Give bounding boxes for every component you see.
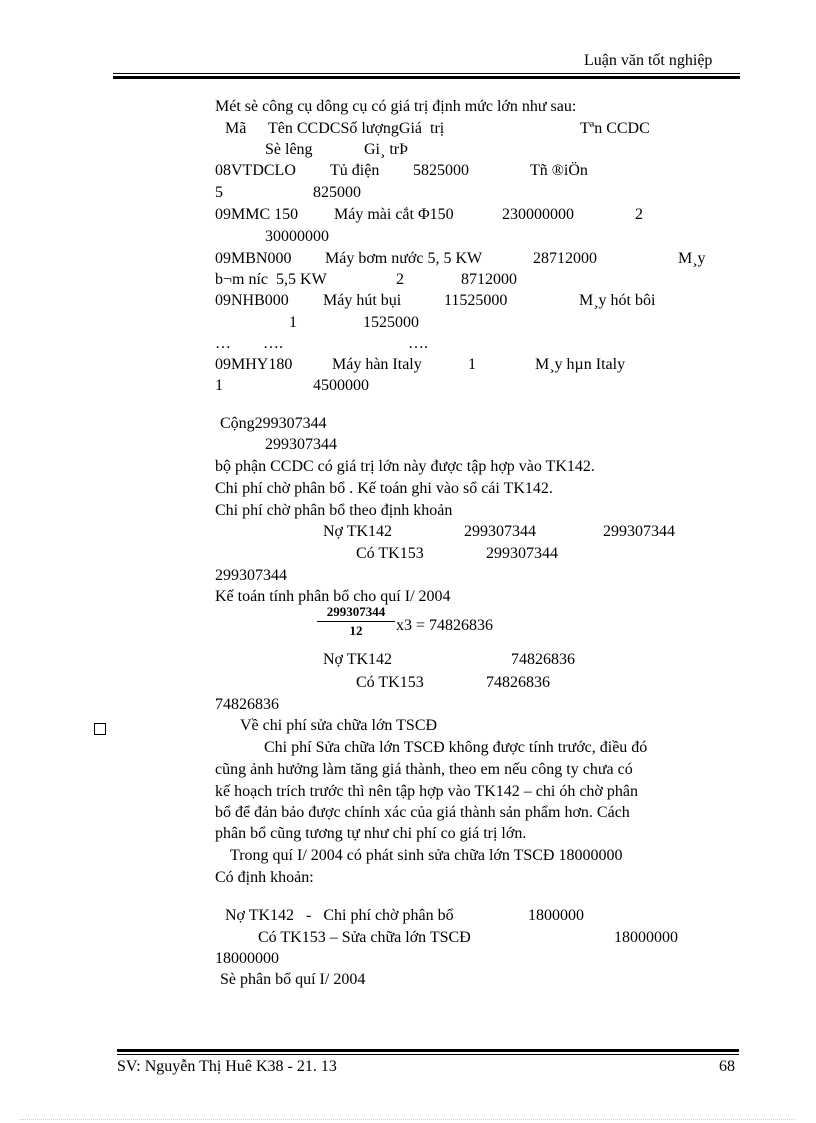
text-line: … bbox=[215, 335, 231, 352]
text-line: Có TK153 – Sửa chữa lớn TSCĐ bbox=[258, 929, 471, 946]
text-line: phân bổ cũng tương tự như chi phí co giá trị lớn. bbox=[215, 825, 527, 842]
text-line: Tên CCDCSố lượngGiá trị bbox=[268, 120, 445, 137]
text-line: 1 bbox=[215, 377, 223, 394]
text-line: 299307344 bbox=[215, 567, 287, 584]
text-line: 09MBN000 bbox=[215, 250, 292, 267]
text-line: Tủ điện bbox=[330, 162, 380, 179]
text-line: cũng ảnh hưởng làm tăng giá thành, theo em nếu công ty chưa có bbox=[215, 761, 633, 778]
text-line: Máy mài cắt Φ150 bbox=[334, 206, 454, 223]
fraction-denominator: 12 bbox=[349, 623, 363, 638]
text-line: …. bbox=[263, 335, 283, 352]
footer-rule-thin bbox=[117, 1054, 739, 1055]
text-line: Máy hút bụi bbox=[323, 292, 402, 309]
text-line: 11525000 bbox=[444, 292, 508, 309]
text-line: Nợ TK142 - Chi phí chờ phân bổ bbox=[225, 907, 454, 924]
text-line: 74826836 bbox=[511, 651, 575, 668]
text-line: Nợ TK142 bbox=[323, 523, 393, 540]
fraction bbox=[317, 604, 395, 639]
text-line: Mã bbox=[225, 120, 247, 137]
text-line: bộ phận CCDC có giá trị lớn này được tập hợp vào TK142. bbox=[215, 458, 595, 475]
text-line: bổ để đản bảo được chính xác của giá thành sản phẩm hơn. Cách bbox=[215, 804, 630, 821]
fraction-numerator: 299307344 bbox=[317, 604, 395, 622]
text-line: b¬m níc 5,5 KW bbox=[215, 271, 327, 288]
text-line: Có TK153 bbox=[356, 674, 424, 691]
text-line: 299307344 bbox=[265, 436, 337, 453]
text-line: Tñ ®iÖn bbox=[530, 162, 588, 179]
text-line: 09MMC 150 bbox=[215, 206, 299, 223]
text-line: Gi¸ trÞ bbox=[364, 141, 408, 158]
text-line: Cộng299307344 bbox=[220, 415, 327, 432]
text-line: M¸y hµn Italy bbox=[535, 356, 626, 373]
text-line: M¸y bbox=[678, 250, 706, 267]
text-line: 825000 bbox=[313, 184, 361, 201]
text-line: Về chi phí sửa chữa lớn TSCĐ bbox=[240, 717, 438, 734]
text-line: M¸y hót bôi bbox=[579, 292, 656, 309]
text-line: Máy bơm nước 5, 5 KW bbox=[325, 250, 483, 267]
text-line: 230000000 bbox=[502, 206, 574, 223]
text-line: 18000000 bbox=[215, 950, 279, 967]
text-line: Máy hàn Italy bbox=[332, 356, 422, 373]
text-line: Chi phí chờ phân bổ . Kế toán ghi vào sổ cái TK142. bbox=[215, 480, 553, 497]
text-line: Kế toán tính phân bổ cho quí I/ 2004 bbox=[215, 588, 451, 605]
text-line: Sè phân bổ quí I/ 2004 bbox=[220, 971, 366, 988]
text-line: 74826836 bbox=[215, 696, 279, 713]
text-line: 09NHB000 bbox=[215, 292, 289, 309]
text-line: kế hoạch trích trước thì nên tập hợp vào TK142 – chi óh chờ phân bbox=[215, 783, 638, 800]
text-line: 18000000 bbox=[614, 929, 678, 946]
text-line: Chi phí Sửa chữa lớn TSCĐ không được tính trước, điều đó bbox=[264, 739, 648, 756]
text-line: 1 bbox=[289, 314, 297, 331]
text-line: 2 bbox=[635, 206, 643, 223]
text-line: 5 bbox=[215, 184, 223, 201]
footer-page-number: 68 bbox=[719, 1058, 735, 1075]
text-line: 1800000 bbox=[528, 907, 584, 924]
text-line: Tªn CCDC bbox=[580, 120, 650, 137]
text-line: 8712000 bbox=[461, 271, 517, 288]
text-line: Mét sè công cụ dông cụ có giá trị định mức lớn như sau: bbox=[215, 98, 577, 115]
text-line: 08VTDCLO bbox=[215, 162, 296, 179]
text-line: 74826836 bbox=[486, 674, 550, 691]
text-line: Sè lêng bbox=[265, 141, 313, 158]
text-line: Chi phí chờ phân bổ theo định khoản bbox=[215, 502, 453, 519]
text-line: …. bbox=[408, 335, 428, 352]
page-bottom-edge bbox=[20, 1119, 796, 1120]
header-rule-thin bbox=[113, 73, 740, 74]
text-line: Nợ TK142 bbox=[323, 651, 393, 668]
text-line: x3 = 74826836 bbox=[396, 617, 494, 634]
text-line: 299307344 bbox=[603, 523, 675, 540]
text-line: 5825000 bbox=[413, 162, 469, 179]
header-title: Luận văn tốt nghiệp bbox=[584, 52, 713, 69]
bullet-box-icon bbox=[94, 723, 106, 735]
text-line: 09MHY180 bbox=[215, 356, 293, 373]
text-line: Trong quí I/ 2004 có phát sinh sửa chữa lớn TSCĐ 18000000 bbox=[230, 847, 623, 864]
text-line: Có định khoản: bbox=[215, 869, 314, 886]
footer-rule-thick bbox=[117, 1049, 739, 1052]
text-line: 1525000 bbox=[363, 314, 419, 331]
text-line: Có TK153 bbox=[356, 545, 424, 562]
footer-author: SV: Nguyễn Thị Huê K38 - 21. 13 bbox=[117, 1058, 337, 1075]
text-line: 28712000 bbox=[533, 250, 597, 267]
text-line: 4500000 bbox=[313, 377, 369, 394]
text-line: 299307344 bbox=[486, 545, 558, 562]
text-line: 1 bbox=[468, 356, 476, 373]
text-line: 30000000 bbox=[265, 228, 329, 245]
text-line: 2 bbox=[396, 271, 404, 288]
header-rule-thick bbox=[113, 76, 740, 79]
text-line: 299307344 bbox=[464, 523, 536, 540]
